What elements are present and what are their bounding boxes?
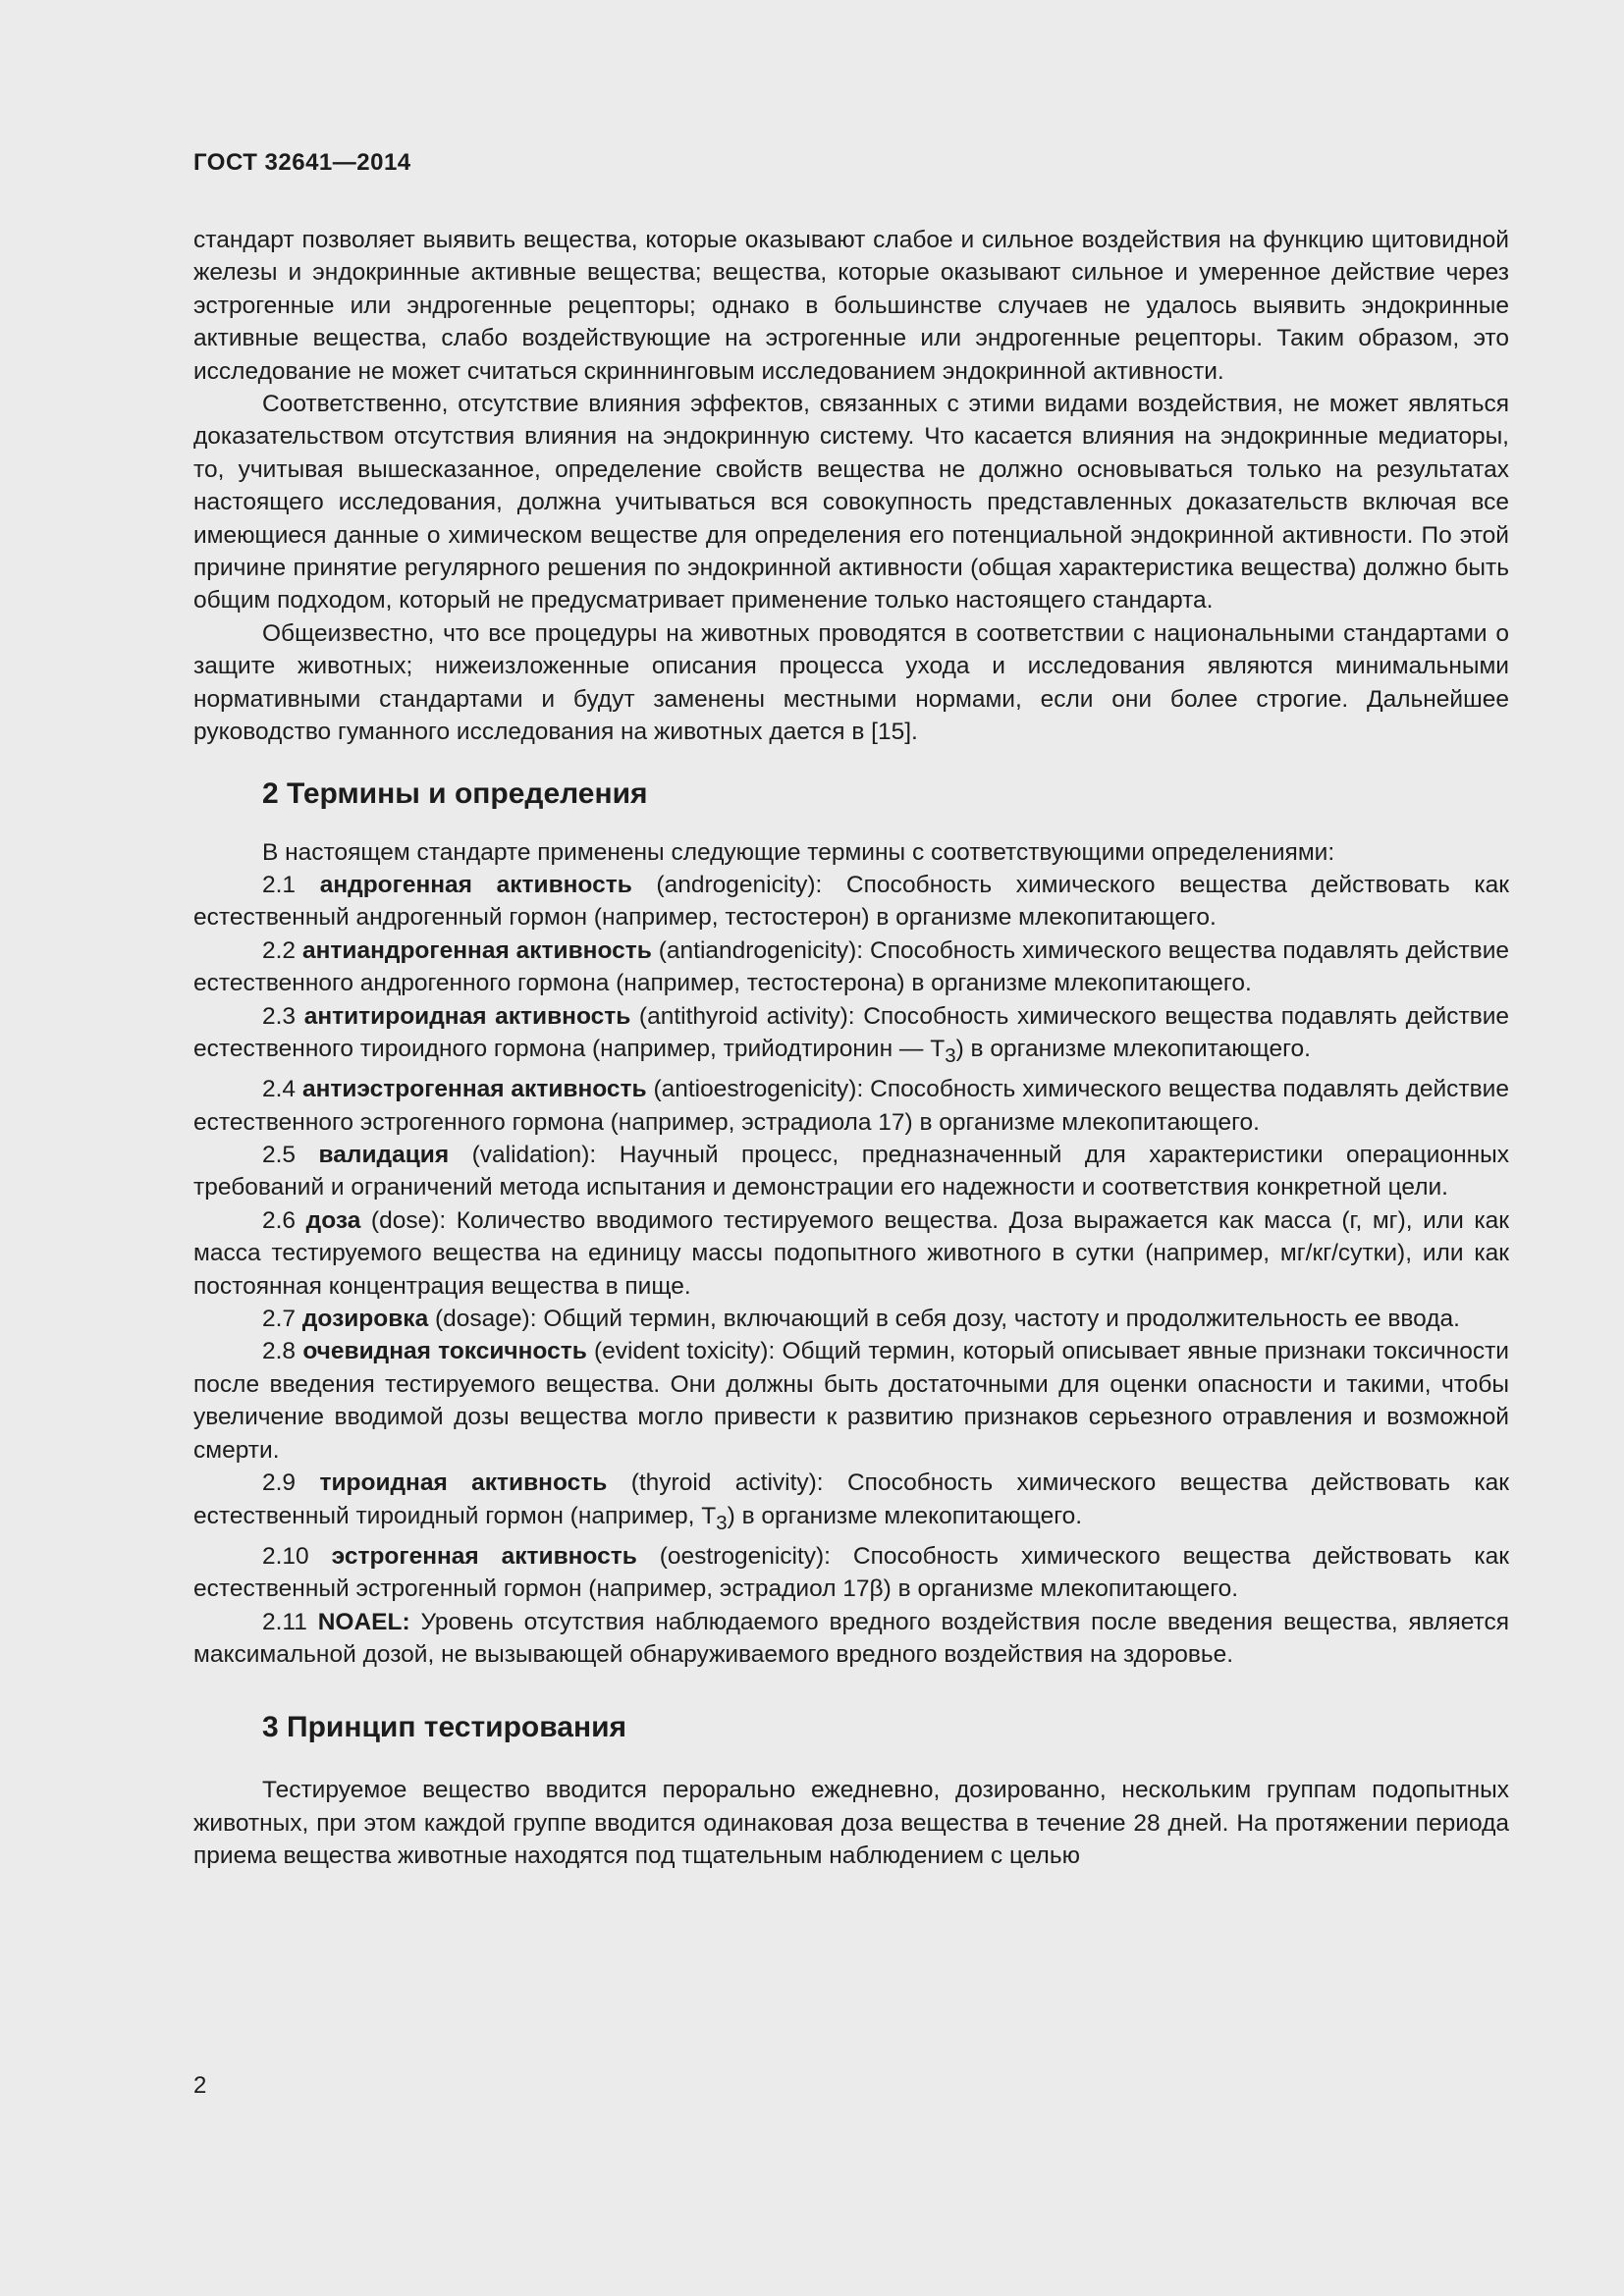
document-body	[193, 224, 1509, 1873]
section-3-heading: 3 Принцип тестирования	[262, 1711, 627, 1744]
term-name: NOAEL:	[317, 1608, 410, 1635]
intro-paragraph: стандарт позволяет выявить вещества, которые оказывают слабое и сильное воздействия на функцию щитовидной железы и эндокринные активные вещества; вещества, которые оказывают сильное и умеренное действие через эстрогенные или эндрогенные рецепторы; однако в большинстве случаев не удалось выявить эндокринные активные вещества, слабо воздействующие на эстрогенные или эндрогенные рецепторы. Таким образом, это исследование не может считаться скриннинговым исследованием эндокринной активности.	[193, 227, 1509, 385]
term-name: тироидная активность	[319, 1469, 608, 1497]
document-code: ГОСТ 32641—2014	[193, 149, 411, 176]
term-name: эстрогенная активность	[331, 1542, 637, 1570]
term-definition: 2.7 дозировка (dosage): Общий термин, включающий в себя дозу, частоту и продолжительность ее ввода.	[262, 1306, 1460, 1333]
term-definition: 2.8 очевидная токсичность (evident toxicity): Общий термин, который описывает явные признаки токсичности после введения тестируемого вещества. Они должны быть достаточными для оценки опасности и такими, чтобы увеличение вводимой дозы вещества могло привести к развитию признаков серьезного отравления и возможной смерти.	[193, 1338, 1509, 1464]
term-name: антитироидная активность	[303, 1002, 631, 1030]
term-definition: 2.6 доза (dose): Количество вводимого тестируемого вещества. Доза выражается как масса (г, мг), или как масса тестируемого вещества на единицу массы подопытного животного в сутки (например, мг/кг/сутки), или как постоянная концентрация вещества в пище.	[193, 1206, 1509, 1300]
term-definition: 2.2 антиандрогенная активность (antiandrogenicity): Способность химического вещества подавлять действие естественного андрогенного гормона (например, тестостерона) в организме млекопитающего.	[193, 936, 1510, 997]
term-name: очевидная токсичность	[302, 1338, 587, 1365]
term-name: антиэстрогенная активность	[301, 1076, 647, 1103]
term-definition: 2.10 эстрогенная активность (oestrogenicity): Способность химического вещества действовать как естественный эстрогенный гормон (например, эстрадиол 17β) в организме млекопитающего.	[193, 1542, 1509, 1603]
intro-paragraph: Общеизвестно, что все процедуры на животных проводятся в соответствии с национальными стандартами о защите животных; нижеизложенные описания процесса ухода и исследования являются минимальными нормативными стандартами и будут заменены местными нормами, если они более строгие. Дальнейшее руководство гуманного исследования на животных дается в [15].	[193, 619, 1509, 746]
section-3-paragraph: Тестируемое вещество вводится перорально ежедневно, дозированно, нескольким группам подопытных животных, при этом каждой группе вводится одинаковая доза вещества в течение 28 дней. На протяжении периода приема вещества животные находятся под тщательным наблюдением с целью	[193, 1777, 1509, 1870]
term-definition: 2.1 андрогенная активность (androgenicity): Способность химического вещества действовать как естественный андрогенный гормон (например, тестостерон) в организме млекопитающего.	[193, 871, 1510, 932]
term-definition: 2.4 антиэстрогенная активность (antioestrogenicity): Способность химического вещества подавлять действие естественного эстрогенного гормона (например, эстрадиола 17) в организме млекопитающего.	[193, 1076, 1509, 1136]
term-definition: 2.3 антитироидная активность (antithyroid activity): Способность химического вещества подавлять действие естественного тироидного гормона (например, трийодтиронин — $T_3$) в организме млекопитающего.	[193, 1002, 1510, 1067]
section-2-lead: В настоящем стандарте применены следующие термины с соответствующими определениями:	[262, 838, 1335, 866]
page-number: 2	[193, 2072, 207, 2099]
term-definition: 2.9 тироидная активность (thyroid activity): Способность химического вещества действовать как естественный тироидный гормон (например, $T_3$) в организме млекопитающего.	[193, 1469, 1509, 1534]
intro-paragraph: Соответственно, отсутствие влияния эффектов, связанных с этими видами воздействия, не может являться доказательством отсутствия влияния на эндокринную систему. Что касается влияния на эндокринные медиаторы, то, учитывая вышесказанное, определение свойств вещества не должно основываться только на результатах настоящего исследования, должна учитываться вся совокупность представленных доказательств включая все имеющиеся данные о химическом веществе для определения его потенциальной эндокринной активности. По этой причине принятие регулярного решения по эндокринной активности (общая характеристика вещества) должно быть общим подходом, который не предусматривает применение только настоящего стандарта.	[193, 391, 1509, 614]
section-2-heading: 2 Термины и определения	[262, 776, 648, 810]
term-name: дозировка	[301, 1306, 429, 1333]
term-name: андрогенная активность	[319, 871, 632, 898]
term-name: валидация	[318, 1142, 450, 1169]
term-name: антиандрогенная активность	[302, 936, 652, 964]
term-definition: 2.11 NOAEL: Уровень отсутствия наблюдаемого вредного воздействия после введения вещества, является максимальной дозой, не вызывающей обнаруживаемого вредного воздействия на здоровье.	[193, 1608, 1509, 1669]
term-name: доза	[305, 1206, 361, 1234]
term-definition: 2.5 валидация (validation): Научный процесс, предназначенный для характеристики операционных требований и ограничений метода испытания и демонстрации его надежности и соответствия конкретной цели.	[193, 1142, 1510, 1201]
